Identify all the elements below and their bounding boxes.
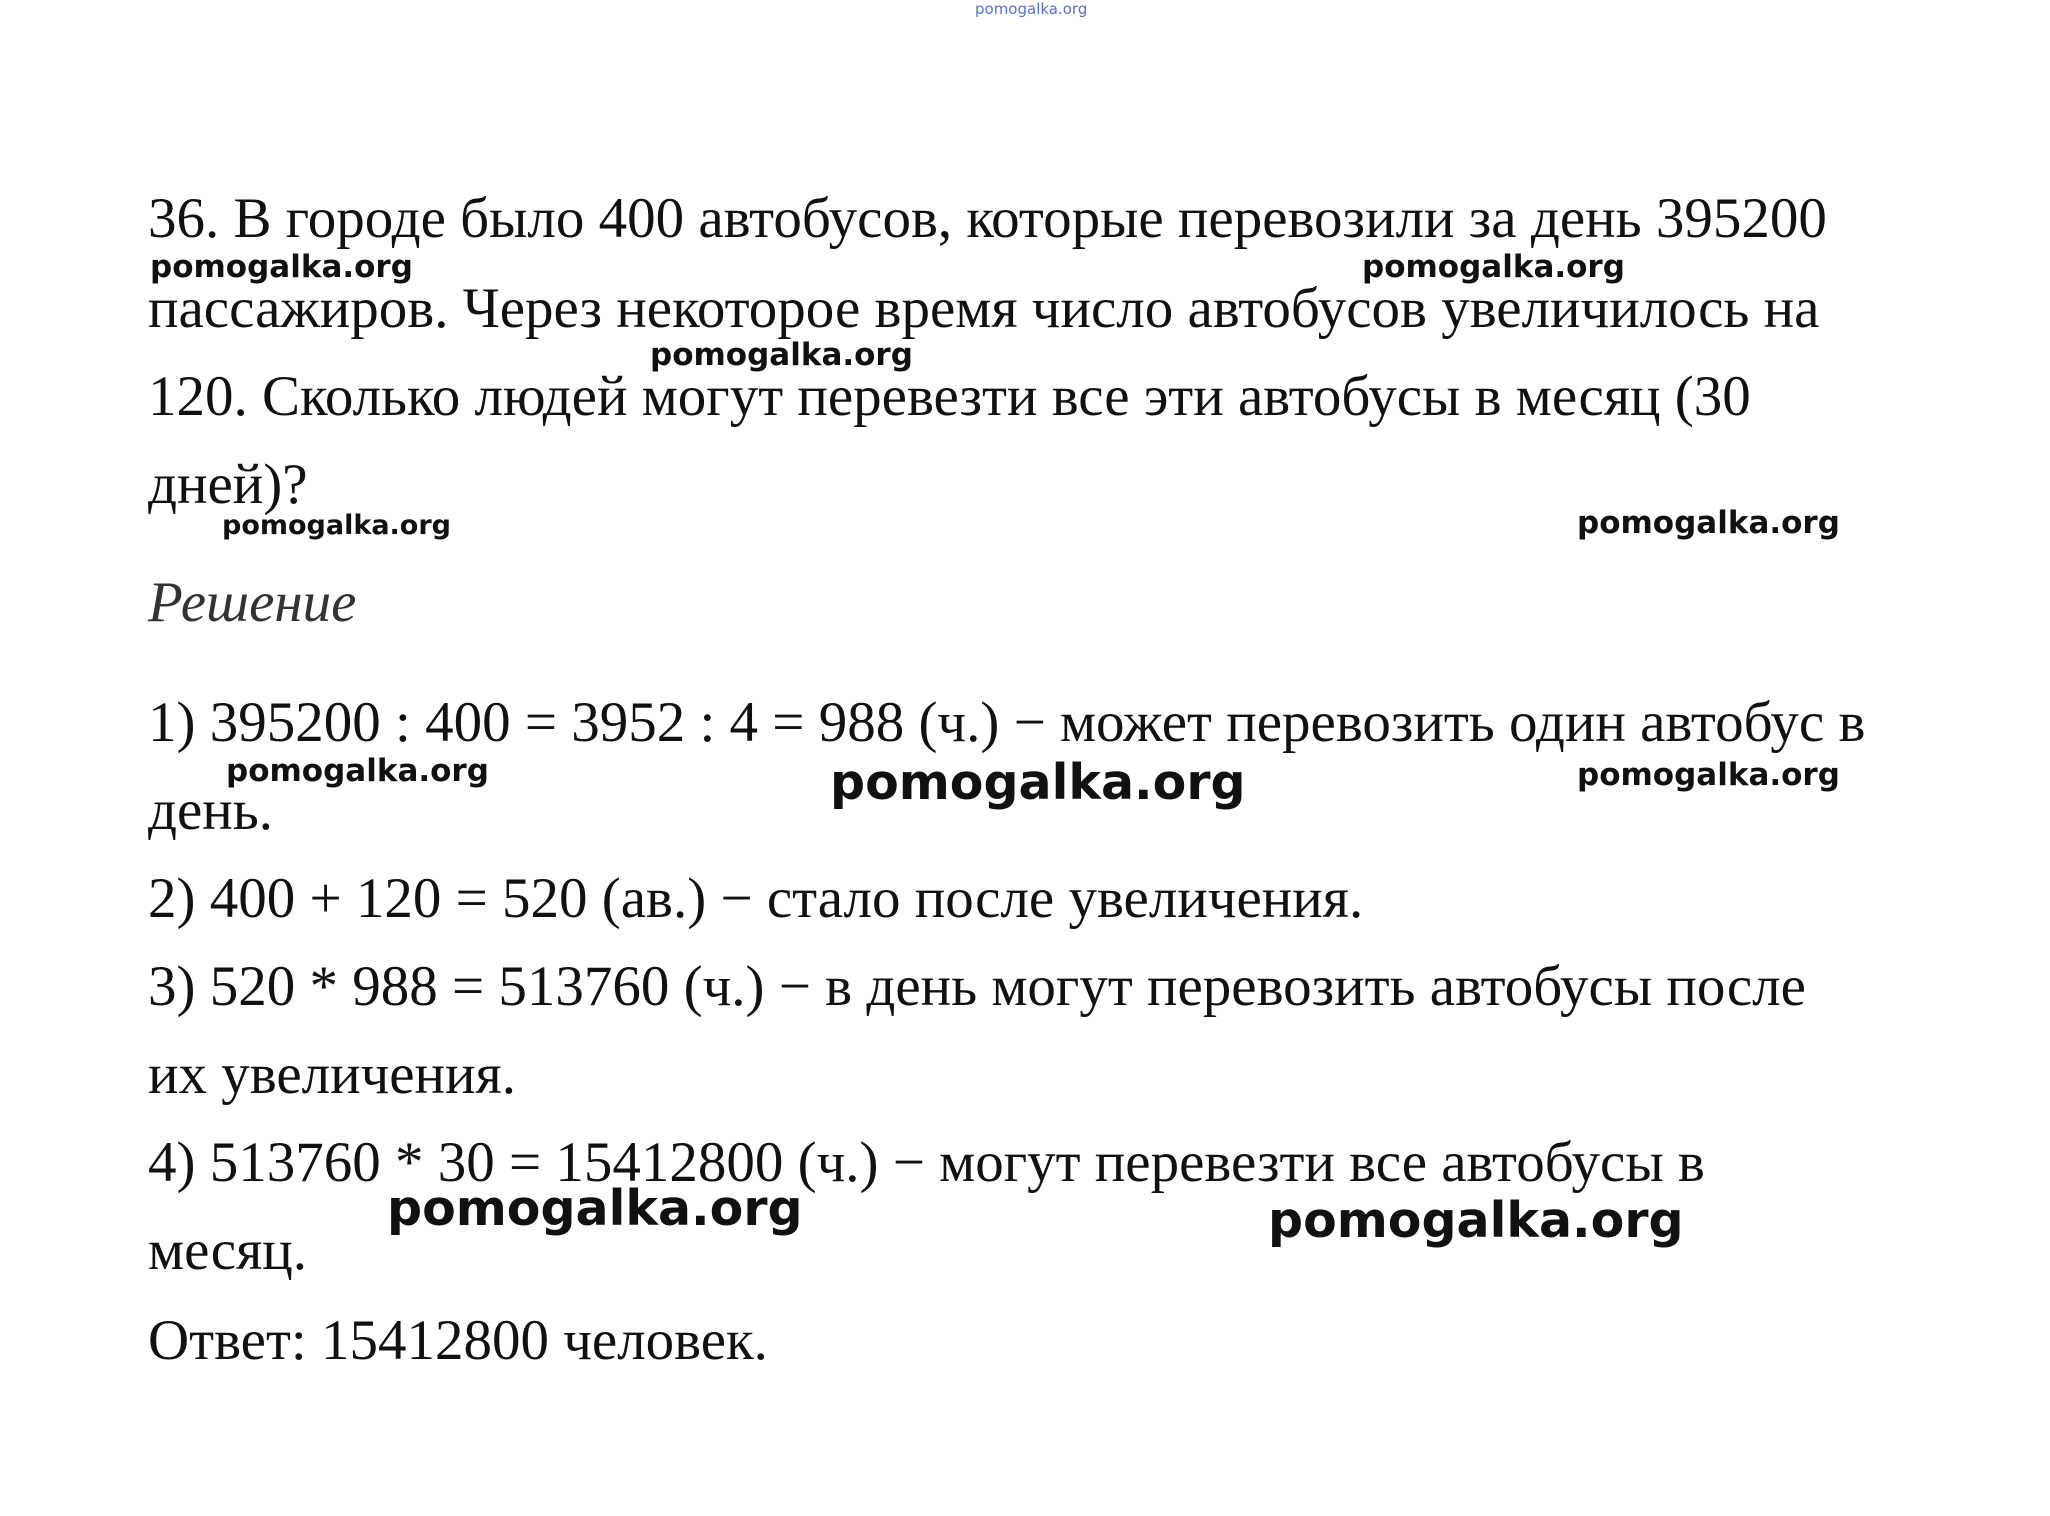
watermark-1: pomogalka.org xyxy=(150,249,413,285)
solution-line-4: 3) 520 * 988 = 513760 (ч.) − в день могут перевозить автобусы после xyxy=(148,955,1806,1018)
solution-line-6: 4) 513760 * 30 = 15412800 (ч.) − могут перевезти все автобусы в xyxy=(148,1131,1705,1194)
solution-heading: Решение xyxy=(148,571,357,634)
problem-line-2: пассажиров. Через некоторое время число автобусов увеличилось на xyxy=(148,277,1820,340)
watermark-8: pomogalka.org xyxy=(1577,757,1840,793)
watermark-2: pomogalka.org xyxy=(1362,249,1625,285)
answer-line: Ответ: 15412800 человек. xyxy=(148,1309,768,1372)
watermark-4: pomogalka.org xyxy=(222,510,451,541)
solution-line-7: месяц. xyxy=(148,1219,308,1282)
problem-line-4: дней)? xyxy=(148,453,308,516)
solution-line-1: 1) 395200 : 400 = 3952 : 4 = 988 (ч.) − может перевозить один автобус в xyxy=(148,691,1866,754)
problem-line-1: 36. В городе было 400 автобусов, которые перевозили за день 395200 xyxy=(148,187,1827,250)
watermark-top: pomogalka.org xyxy=(975,0,1088,18)
watermark-3: pomogalka.org xyxy=(650,337,913,373)
watermark-6: pomogalka.org xyxy=(226,753,489,789)
solution-line-3: 2) 400 + 120 = 520 (ав.) − стало после увеличения. xyxy=(148,867,1364,930)
watermark-9: pomogalka.org xyxy=(387,1180,803,1237)
problem-line-3: 120. Сколько людей могут перевезти все эти автобусы в месяц (30 xyxy=(148,365,1751,428)
watermark-5: pomogalka.org xyxy=(1577,505,1840,541)
solution-line-5: их увеличения. xyxy=(148,1043,517,1106)
watermark-10: pomogalka.org xyxy=(1268,1192,1684,1249)
watermark-7: pomogalka.org xyxy=(830,754,1246,811)
solution-line-2: день. xyxy=(148,779,274,842)
